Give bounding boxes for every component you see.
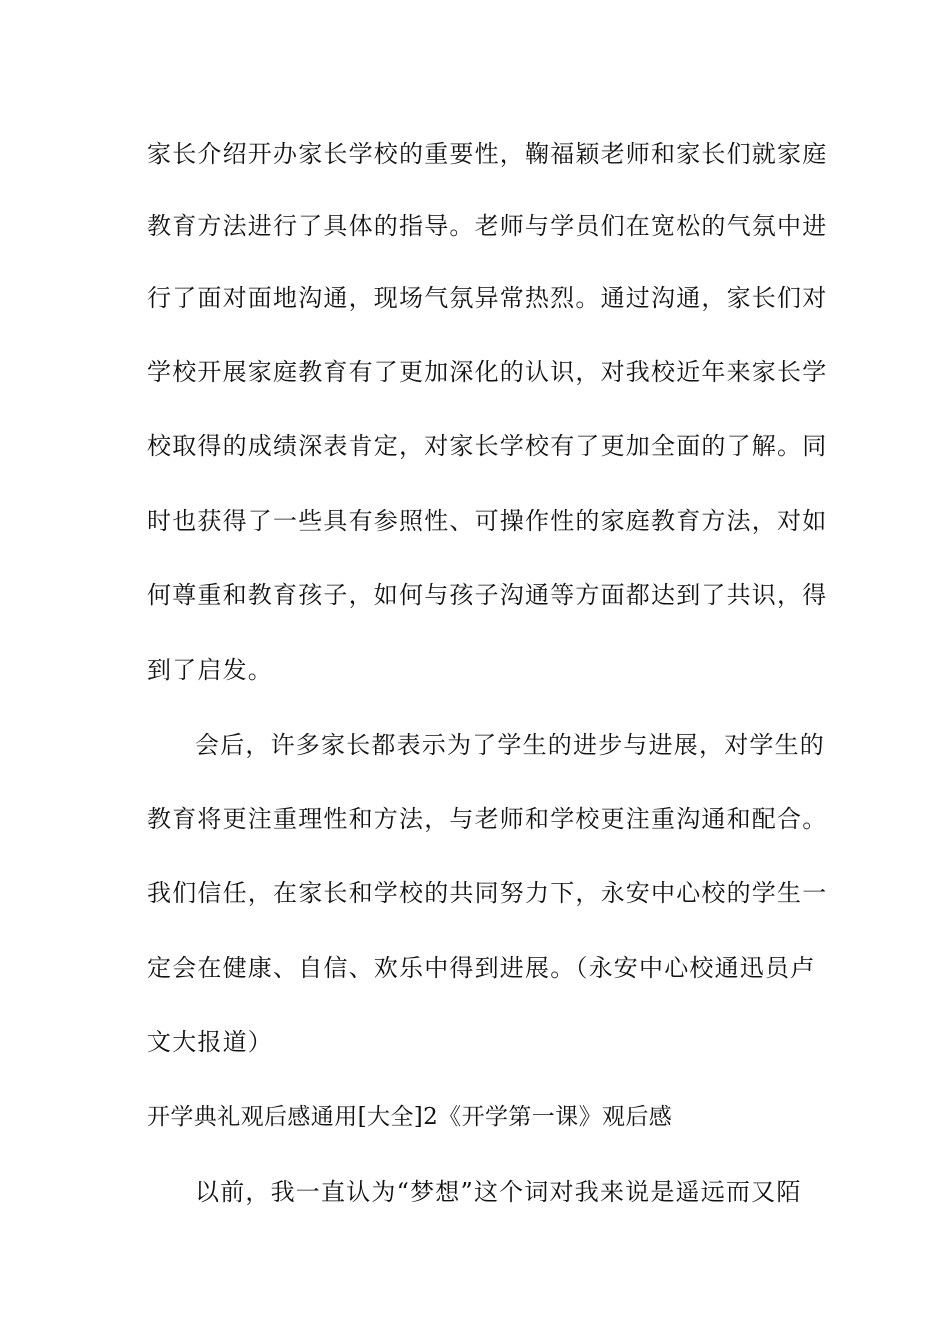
paragraph-1-line-2: 教育方法进行了具体的指导。老师与学员们在宽松的气氛中进 [147, 212, 828, 240]
paragraph-1-line-8: 到了启发。 [147, 656, 273, 684]
paragraph-2-line-5: 文大报道） [147, 1028, 273, 1056]
section-heading: 开学典礼观后感通用[大全]2《开学第一课》观后感 [147, 1104, 673, 1130]
paragraph-2-line-2: 教育将更注重理性和方法，与老师和学校更注重沟通和配合。 [147, 805, 828, 833]
paragraph-2-line-4: 定会在健康、自信、欢乐中得到进展。（永安中心校通迅员卢 [147, 954, 816, 982]
paragraph-1-line-3: 行了面对面地沟通，现场气氛异常热烈。通过沟通，家长们对 [147, 284, 828, 312]
paragraph-1-line-5: 校取得的成绩深表肯定，对家长学校有了更加全面的了解。同 [147, 432, 828, 460]
paragraph-2-line-3: 我们信任，在家长和学校的共同努力下，永安中心校的学生一 [147, 879, 828, 907]
paragraph-2-line-1: 会后，许多家长都表示为了学生的进步与进展，对学生的 [195, 731, 825, 759]
paragraph-1-line-4: 学校开展家庭教育有了更加深化的认识，对我校近年来家长学 [147, 358, 828, 386]
paragraph-1-line-1: 家长介绍开办家长学校的重要性，鞠福颖老师和家长们就家庭 [147, 140, 828, 168]
paragraph-3-line-1: 以前，我一直认为“梦想”这个词对我来说是遥远而又陌 [195, 1178, 802, 1206]
paragraph-1-line-7: 何尊重和教育孩子，如何与孩子沟通等方面都达到了共识，得 [147, 581, 828, 609]
paragraph-1-line-6: 时也获得了一些具有参照性、可操作性的家庭教育方法，对如 [147, 507, 828, 535]
